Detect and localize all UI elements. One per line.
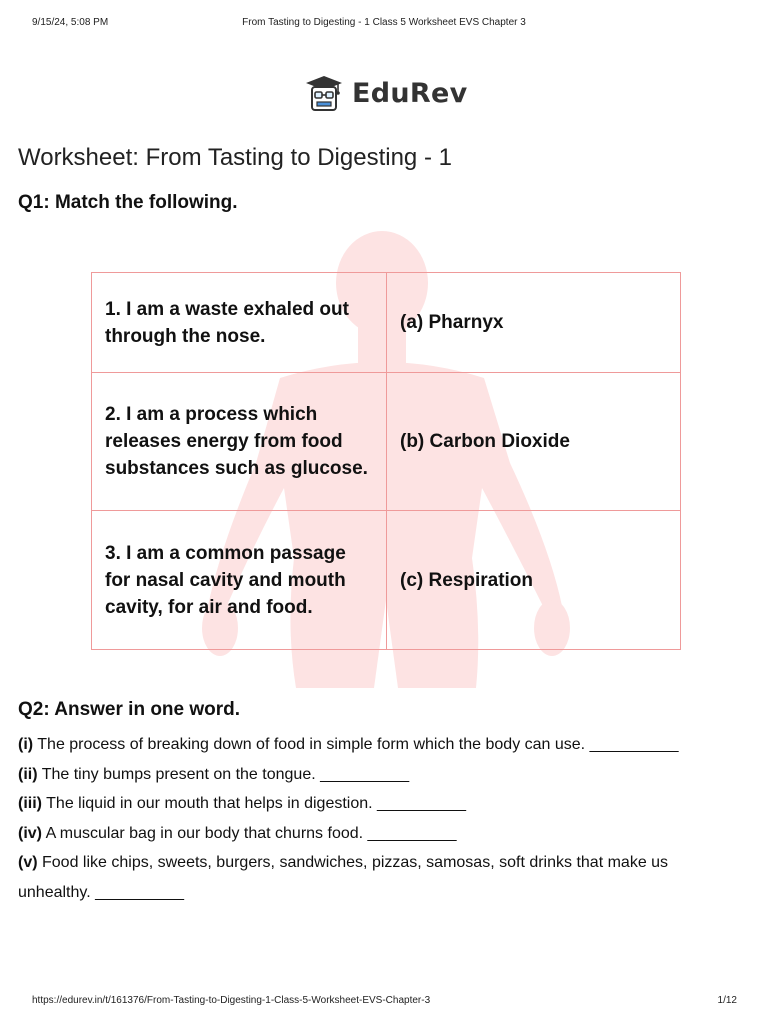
table-row	[92, 373, 681, 511]
match-table	[91, 272, 681, 650]
match-option: (c) Respiration	[387, 511, 681, 650]
table-row	[92, 273, 681, 373]
question-text: The liquid in our mouth that helps in digestion. __________	[42, 795, 467, 812]
question-number: (iv)	[18, 824, 42, 842]
question-number: (iii)	[18, 795, 42, 812]
logo-text: EduRev	[352, 77, 468, 109]
question-number: (ii)	[18, 765, 38, 783]
print-page-title: From Tasting to Digesting - 1 Class 5 Worksheet EVS Chapter 3	[242, 17, 526, 28]
list-item	[18, 848, 718, 907]
match-statement: 2. I am a process which releases energy from food substances such as glucose.	[92, 373, 387, 511]
worksheet-title: Worksheet: From Tasting to Digesting - 1	[18, 144, 452, 171]
question-number: (v)	[18, 854, 38, 871]
question-number: (i)	[18, 736, 34, 753]
edurev-logo[interactable]	[304, 74, 468, 112]
list-item	[18, 730, 718, 760]
print-datetime: 9/15/24, 5:08 PM	[32, 17, 109, 28]
list-item	[18, 819, 718, 849]
q2-question-list	[18, 730, 718, 907]
page-number: 1/12	[717, 995, 737, 1006]
question-text: The tiny bumps present on the tongue. __________	[37, 765, 410, 783]
match-option: (a) Pharnyx	[387, 273, 681, 373]
table-row	[92, 511, 681, 650]
q1-heading: Q1: Match the following.	[18, 192, 238, 213]
match-statement: 3. I am a common passage for nasal cavity and mouth cavity, for air and food.	[92, 511, 387, 650]
list-item	[18, 760, 718, 790]
question-text: Food like chips, sweets, burgers, sandwiches, pizzas, samosas, soft drinks that make us unhealthy. __________	[18, 854, 669, 901]
list-item	[18, 789, 718, 819]
q2-heading: Q2: Answer in one word.	[18, 699, 241, 720]
question-text: The process of breaking down of food in simple form which the body can use. __________	[33, 736, 679, 753]
match-statement: 1. I am a waste exhaled out through the nose.	[92, 273, 387, 373]
question-text: A muscular bag in our body that churns food. __________	[42, 824, 457, 842]
graduate-cap-icon	[304, 74, 344, 112]
page-url[interactable]: https://edurev.in/t/161376/From-Tasting-to-Digesting-1-Class-5-Worksheet-EVS-Chapter-3	[32, 995, 431, 1006]
match-option: (b) Carbon Dioxide	[387, 373, 681, 511]
